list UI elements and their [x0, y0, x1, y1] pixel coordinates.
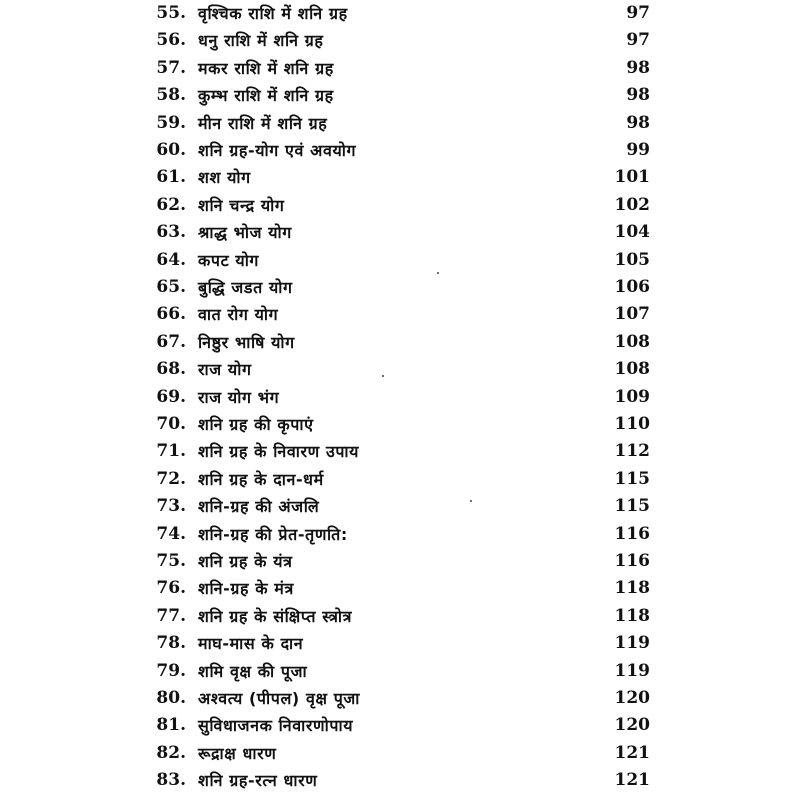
print-speck	[437, 272, 439, 274]
entry-page-number: 98	[626, 85, 650, 106]
entry-number: 81.	[156, 715, 186, 736]
entry-title: कुम्भ राशि में शनि ग्रह	[198, 86, 334, 106]
entry-title: शमि वृक्ष की पूजा	[198, 661, 308, 681]
toc-entry	[0, 493, 800, 520]
entry-page-number: 107	[614, 304, 650, 325]
entry-page-number: 115	[614, 496, 650, 517]
entry-number: 62.	[156, 194, 186, 215]
entry-number: 64.	[156, 249, 186, 270]
entry-title: श्राद्ध भोज योग	[198, 223, 292, 243]
entry-number: 65.	[156, 277, 186, 297]
toc-entry	[0, 247, 800, 274]
toc-entry	[0, 411, 800, 438]
toc-entry	[0, 110, 800, 137]
entry-page-number: 121	[614, 742, 650, 763]
entry-page-number: 105	[614, 249, 650, 270]
entry-number: 63.	[156, 222, 186, 243]
entry-title: मीन राशि में शनि ग्रह	[198, 113, 328, 133]
entry-title: शनि ग्रह-योग एवं अवयोग	[198, 141, 357, 160]
entry-title: शश योग	[198, 168, 251, 188]
entry-number: 67.	[156, 331, 186, 352]
entry-title: सुविधाजनक निवारणोपाय	[198, 716, 354, 736]
entry-number: 83.	[156, 770, 186, 791]
entry-number: 77.	[156, 605, 186, 626]
entry-number: 71.	[156, 441, 186, 462]
entry-title: अश्वत्य (पीपल) वृक्ष पूजा	[198, 689, 361, 708]
entry-title: शनि ग्रह के निवारण उपाय	[198, 442, 360, 462]
toc-entry	[0, 55, 800, 82]
entry-number: 75.	[156, 551, 186, 571]
entry-title: शनि ग्रह के संक्षिप्त स्त्रोत्र	[198, 606, 353, 626]
entry-page-number: 106	[614, 277, 650, 297]
toc-entry	[0, 329, 800, 356]
entry-page-number: 97	[626, 30, 650, 51]
entry-title: निष्ठुर भाषि योग	[198, 332, 295, 352]
entry-number: 68.	[156, 359, 186, 380]
toc-entry	[0, 137, 800, 164]
entry-title: राज योग भंग	[198, 387, 280, 407]
entry-title: शनि-ग्रह के मंत्र	[198, 579, 294, 599]
entry-number: 76.	[156, 578, 186, 599]
entry-title: मकर राशि में शनि ग्रह	[198, 58, 334, 78]
entry-number: 56.	[156, 30, 186, 51]
entry-title: राज योग	[198, 360, 252, 380]
toc-entry	[0, 712, 800, 739]
entry-page-number: 121	[614, 770, 650, 791]
toc-entry	[0, 0, 800, 27]
entry-page-number: 108	[614, 331, 650, 352]
toc-entry	[0, 82, 800, 109]
entry-page-number: 116	[614, 523, 650, 544]
entry-number: 73.	[156, 496, 186, 517]
entry-number: 79.	[156, 660, 186, 681]
toc-entry	[0, 192, 800, 219]
toc-entry	[0, 767, 800, 794]
toc-entry	[0, 356, 800, 383]
entry-title: रूद्राक्ष धारण	[198, 743, 277, 763]
entry-title: शनि ग्रह के यंत्र	[198, 552, 293, 571]
entry-number: 78.	[156, 633, 186, 654]
toc-entry	[0, 685, 800, 712]
entry-title: शनि ग्रह की कृपाएं	[198, 415, 314, 434]
entry-number: 82.	[156, 742, 186, 763]
toc-entry	[0, 274, 800, 301]
toc-entry	[0, 438, 800, 465]
entry-number: 58.	[156, 85, 186, 106]
entry-number: 61.	[156, 167, 186, 188]
toc-entry	[0, 219, 800, 246]
entry-page-number: 120	[614, 715, 650, 736]
entry-title: धनु राशि में शनि ग्रह	[198, 31, 324, 51]
entry-page-number: 98	[626, 112, 650, 133]
entry-title: शनि ग्रह के दान-धर्म	[198, 469, 324, 489]
entry-page-number: 119	[614, 660, 650, 681]
entry-page-number: 118	[614, 605, 650, 626]
entry-page-number: 97	[626, 3, 650, 23]
toc-entry	[0, 603, 800, 630]
entry-number: 57.	[156, 57, 186, 78]
entry-number: 74.	[156, 523, 186, 544]
toc-entry	[0, 164, 800, 191]
entry-page-number: 98	[626, 57, 650, 78]
entry-title: शनि-ग्रह की अंजलि	[198, 497, 320, 517]
entry-page-number: 120	[614, 688, 650, 708]
entry-number: 59.	[156, 112, 186, 133]
entry-page-number: 118	[614, 578, 650, 599]
toc-entry	[0, 740, 800, 767]
entry-page-number: 99	[626, 140, 650, 160]
toc-entry	[0, 27, 800, 54]
entry-number: 80.	[156, 688, 186, 708]
entry-page-number: 108	[614, 359, 650, 380]
print-speck	[470, 500, 472, 502]
entry-page-number: 101	[614, 167, 650, 188]
entry-number: 55.	[156, 3, 186, 23]
entry-page-number: 119	[614, 633, 650, 654]
entry-title: वृश्चिक राशि में शनि ग्रह	[198, 4, 348, 23]
entry-number: 60.	[156, 140, 186, 160]
toc-entry	[0, 521, 800, 548]
entry-title: वात रोग योग	[198, 305, 279, 325]
entry-page-number: 102	[614, 194, 650, 215]
toc-entry	[0, 658, 800, 685]
entry-title: बुद्धि जडत योग	[198, 278, 293, 297]
entry-number: 70.	[156, 414, 186, 434]
entry-number: 66.	[156, 304, 186, 325]
entry-number: 69.	[156, 386, 186, 407]
entry-page-number: 116	[614, 551, 650, 571]
entry-title: कपट योग	[198, 250, 260, 270]
toc-entry	[0, 630, 800, 657]
entry-title: माघ-मास के दान	[198, 634, 304, 654]
entry-title: शनि-ग्रह की प्रेत-तृणति:	[198, 524, 348, 544]
entry-title: शनि ग्रह-रत्न धारण	[198, 771, 318, 791]
entry-page-number: 109	[614, 386, 650, 407]
entry-page-number: 104	[614, 222, 650, 243]
toc-entry	[0, 548, 800, 575]
toc-entry	[0, 466, 800, 493]
entry-page-number: 115	[614, 468, 650, 489]
toc-entry	[0, 301, 800, 328]
print-speck	[382, 375, 384, 377]
toc-entry	[0, 575, 800, 602]
entry-page-number: 112	[614, 441, 650, 462]
entry-page-number: 110	[614, 414, 650, 434]
entry-title: शनि चन्द्र योग	[198, 195, 285, 215]
entry-number: 72.	[156, 468, 186, 489]
toc-entry	[0, 384, 800, 411]
